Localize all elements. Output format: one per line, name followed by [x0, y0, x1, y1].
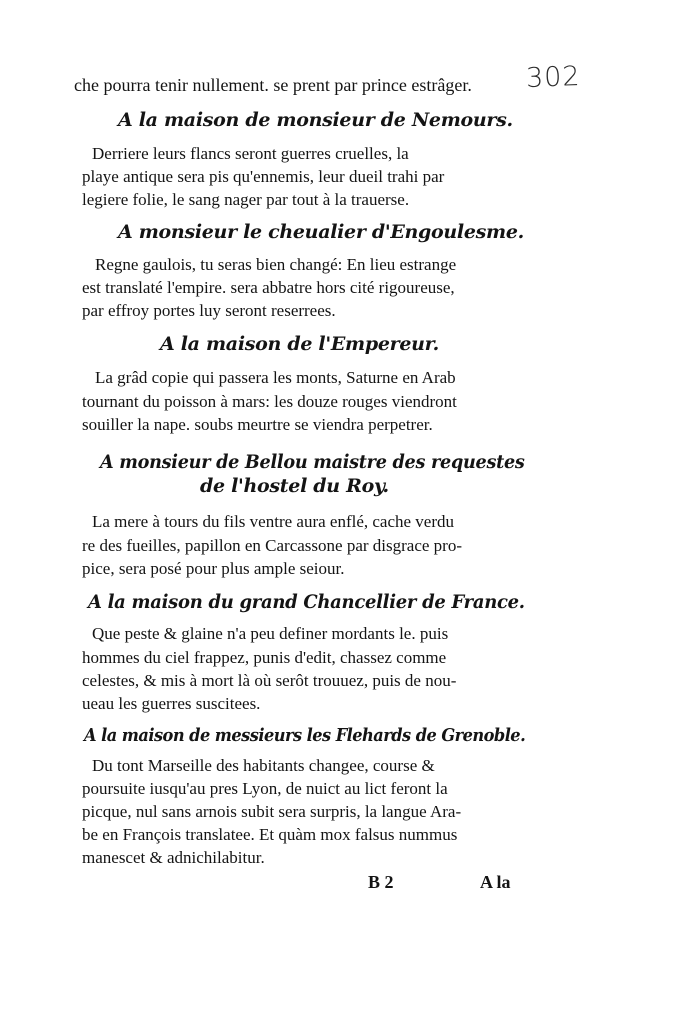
text-line: hommes du ciel frappez, punis d'edit, chassez comme: [82, 648, 447, 667]
page-number: 302: [525, 61, 582, 94]
section-heading: A monsieur le cheualier d'Engoulesme.: [118, 221, 524, 243]
text-line: celestes, & mis à mort là où serôt trouuez, puis de nou-: [82, 671, 457, 690]
text-line: be en François translatee. Et quàm mox falsus nummus: [82, 825, 458, 844]
text-line: souiller la nape. soubs meurtre se viendra perpetrer.: [82, 415, 433, 434]
text-line: manescet & adnichilabitur.: [82, 848, 265, 867]
section-heading-continued: de l'hostel du Roy.: [200, 475, 389, 497]
text-line: Que peste & glaine n'a peu definer mordants le. puis: [92, 624, 449, 643]
text-line: pice, sera posé pour plus ample seiour.: [82, 559, 345, 578]
text-line: re des fueilles, papillon en Carcassone par disgrace pro-: [82, 536, 462, 555]
signature-mark: B 2: [368, 872, 394, 892]
text-line: Regne gaulois, tu seras bien changé: En lieu estrange: [95, 255, 457, 274]
section-heading: A la maison de monsieur de Nemours.: [118, 109, 513, 131]
text-line: playe antique sera pis qu'ennemis, leur dueil trahi par: [82, 167, 445, 186]
section-heading: A monsieur de Bellou maistre des requestes: [100, 451, 525, 473]
text-line: legiere folie, le sang nager par tout à la trauerse.: [82, 190, 410, 209]
continuation-line: che pourra tenir nullement. se prent par prince estrâger.: [74, 75, 472, 95]
text-line: picque, nul sans arnois subit sera surpris, la langue Ara-: [82, 802, 462, 821]
text-line: Du tont Marseille des habitants changee, course &: [92, 756, 435, 775]
text-line: ueau les guerres suscitees.: [82, 694, 261, 713]
section-heading: A la maison de l'Empereur.: [160, 333, 439, 355]
text-line: tournant du poisson à mars: les douze rouges viendront: [82, 392, 457, 411]
catchword: A la: [480, 872, 511, 892]
section-heading: A la maison de messieurs les Flehards de Grenoble.: [84, 725, 526, 746]
text-line: Derriere leurs flancs seront guerres cruelles, la: [92, 144, 409, 163]
text-line: La mere à tours du fils ventre aura enflé, cache verdu: [92, 512, 455, 531]
text-line: est translaté l'empire. sera abbatre hors cité rigoureuse,: [82, 278, 455, 297]
text-line: par effroy portes luy seront reserrees.: [82, 301, 336, 320]
section-heading: A la maison du grand Chancellier de France.: [88, 591, 525, 613]
text-line: poursuite iusqu'au pres Lyon, de nuict au lict feront la: [82, 779, 448, 798]
text-line: La grâd copie qui passera les monts, Saturne en Arab: [95, 368, 456, 387]
